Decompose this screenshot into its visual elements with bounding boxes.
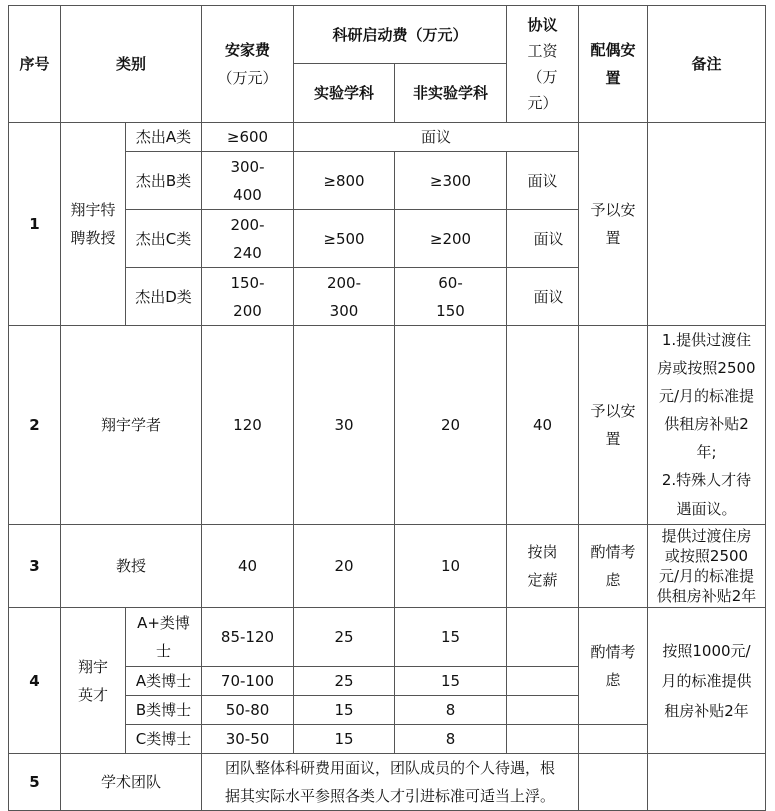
row4c-settle: 30-50 xyxy=(202,725,294,754)
header-seq: 序号 xyxy=(9,6,61,123)
row4-group xyxy=(61,608,126,754)
row1-group-l2: 聘教授 xyxy=(70,229,116,247)
row3-salary xyxy=(507,525,579,608)
table-row xyxy=(9,754,766,811)
row3-spouse-l1: 酌情考 xyxy=(590,543,636,561)
header-spouse-l1: 配偶安 xyxy=(590,41,636,59)
row3-note-line: 或按照2500 xyxy=(664,547,749,565)
row4b-name: B类博士 xyxy=(126,696,202,725)
row1-spouse-l1: 予以安 xyxy=(590,201,636,219)
row4-group-l2: 英才 xyxy=(77,685,108,704)
row4-group-l1: 翔宇 xyxy=(77,657,108,676)
row4a-exp: 25 xyxy=(294,667,395,696)
row1d-settle-l1: 150- xyxy=(230,273,265,292)
row2-remarks xyxy=(648,326,766,525)
row5-seq: 5 xyxy=(9,754,61,811)
row4-note-line: 月的标准提供 xyxy=(661,671,752,690)
row1b-nonexp: ≥300 xyxy=(395,152,507,210)
row3-remarks xyxy=(648,525,766,608)
row3-note-line: 供租房补贴2年 xyxy=(656,587,757,605)
row2-exp: 30 xyxy=(294,326,395,525)
header-salary-l1: 协议 xyxy=(527,16,558,34)
row4a-name: A类博士 xyxy=(126,667,202,696)
row5-description-l1: 团队整体科研费用面议，团队成员的个人待遇，根 xyxy=(224,759,555,777)
row3-settle: 40 xyxy=(202,525,294,608)
row1-group-l1: 翔宇特 xyxy=(70,201,116,219)
row1d-settle xyxy=(202,268,294,326)
row3-name: 教授 xyxy=(61,525,202,608)
row2-note-line: 2.特殊人才待 xyxy=(661,471,752,489)
talent-policy-table xyxy=(8,5,766,811)
row4-note-line: 按照1000元/ xyxy=(662,641,751,660)
header-salary xyxy=(507,6,579,123)
row2-seq: 2 xyxy=(9,326,61,525)
row4c-salary xyxy=(507,725,579,754)
row2-note-line: 年; xyxy=(696,443,717,461)
header-research-fee: 科研启动费（万元） xyxy=(294,6,507,64)
row1b-settle-l1: 300- xyxy=(230,157,265,176)
row1b-settle xyxy=(202,152,294,210)
row1-spouse-l2: 置 xyxy=(605,229,621,247)
row4a-nonexp: 15 xyxy=(395,667,507,696)
row1-group xyxy=(61,123,126,326)
row4-note-line: 租房补贴2年 xyxy=(664,701,749,720)
row4b-exp: 15 xyxy=(294,696,395,725)
row3-salary-l1: 按岗 xyxy=(527,543,558,561)
row1b-name: 杰出B类 xyxy=(126,152,202,210)
header-category: 类别 xyxy=(61,6,202,123)
row1d-salary: 面议 xyxy=(507,268,579,326)
row4-remarks xyxy=(648,608,766,754)
row1d-nonexp-l1: 60- xyxy=(438,273,463,292)
header-salary-l3: （万 xyxy=(527,68,558,86)
row3-nonexp: 10 xyxy=(395,525,507,608)
header-spouse-l2: 置 xyxy=(605,69,621,87)
row2-spouse-l1: 予以安 xyxy=(590,402,636,420)
row2-note-line: 供租房补贴2 xyxy=(664,415,749,433)
row2-note-line: 房或按照2500 xyxy=(657,359,756,377)
table-row xyxy=(9,326,766,525)
row1b-exp: ≥800 xyxy=(294,152,395,210)
row2-spouse xyxy=(579,326,648,525)
row4c-nonexp: 8 xyxy=(395,725,507,754)
row4a-salary xyxy=(507,667,579,696)
header-remarks: 备注 xyxy=(648,6,766,123)
row3-salary-l2: 定薪 xyxy=(527,571,558,589)
table-row xyxy=(9,525,766,608)
row1-spouse xyxy=(579,123,648,326)
row4a-plus-salary xyxy=(507,608,579,667)
header-salary-l2: 工资 xyxy=(527,42,558,60)
row1d-exp-l2: 300 xyxy=(329,301,359,320)
header-salary-l4: 元） xyxy=(527,94,558,112)
row2-note-line: 遇面议。 xyxy=(676,500,737,518)
row1d-name: 杰出D类 xyxy=(126,268,202,326)
row4a-plus-nonexp: 15 xyxy=(395,608,507,667)
row1c-settle-l1: 200- xyxy=(230,215,265,234)
row4a-plus-name-l2: 士 xyxy=(155,642,171,660)
row4-spouse xyxy=(579,608,648,725)
row5-remarks xyxy=(648,754,766,811)
header-settle-fee-title: 安家费 xyxy=(224,41,270,59)
row1-seq: 1 xyxy=(9,123,61,326)
row1d-nonexp-l2: 150 xyxy=(436,301,465,320)
row3-spouse xyxy=(579,525,648,608)
row4c-spouse xyxy=(579,725,648,754)
header-spouse xyxy=(579,6,648,123)
row4a-plus-name-l1: A+类博 xyxy=(137,614,190,632)
row4b-salary xyxy=(507,696,579,725)
row2-note-line: 1.提供过渡住 xyxy=(661,331,752,349)
header-settle-fee xyxy=(202,6,294,123)
row4b-nonexp: 8 xyxy=(395,696,507,725)
row4-spouse-l1: 酌情考 xyxy=(590,643,636,661)
row4-spouse-l2: 虑 xyxy=(605,671,621,689)
row2-nonexp: 20 xyxy=(395,326,507,525)
row4a-plus-name xyxy=(126,608,202,667)
row4c-exp: 15 xyxy=(294,725,395,754)
row2-salary: 40 xyxy=(507,326,579,525)
row2-spouse-l2: 置 xyxy=(605,430,621,448)
row1c-settle xyxy=(202,210,294,268)
table-row xyxy=(9,123,766,152)
row4a-plus-exp: 25 xyxy=(294,608,395,667)
row1b-salary: 面议 xyxy=(507,152,579,210)
row1a-research-merged: 面议 xyxy=(294,123,579,152)
row5-description-l2: 据其实际水平参照各类人才引进标准可适当上浮。 xyxy=(224,787,555,805)
header-research-exp: 实验学科 xyxy=(294,64,395,123)
row1-remarks xyxy=(648,123,766,326)
header-settle-fee-unit: （万元） xyxy=(217,69,278,87)
row2-note-line: 元/月的标准提 xyxy=(658,387,755,405)
row5-name: 学术团队 xyxy=(61,754,202,811)
row3-exp: 20 xyxy=(294,525,395,608)
row1c-salary: 面议 xyxy=(507,210,579,268)
table-row xyxy=(9,608,766,667)
row5-spouse xyxy=(579,754,648,811)
row1d-exp-l1: 200- xyxy=(326,273,362,292)
row3-seq: 3 xyxy=(9,525,61,608)
row1d-nonexp xyxy=(395,268,507,326)
row1b-settle-l2: 400 xyxy=(233,185,262,204)
row4c-name: C类博士 xyxy=(126,725,202,754)
row1c-name: 杰出C类 xyxy=(126,210,202,268)
row5-description xyxy=(202,754,579,811)
header-research-nonexp: 非实验学科 xyxy=(395,64,507,123)
row3-note-line: 提供过渡住房 xyxy=(661,527,752,545)
row2-name: 翔宇学者 xyxy=(61,326,202,525)
row4-seq: 4 xyxy=(9,608,61,754)
row1c-exp: ≥500 xyxy=(294,210,395,268)
row4a-plus-settle: 85-120 xyxy=(202,608,294,667)
row1a-name: 杰出A类 xyxy=(126,123,202,152)
row1c-settle-l2: 240 xyxy=(233,243,262,262)
row4a-settle: 70-100 xyxy=(202,667,294,696)
row1d-settle-l2: 200 xyxy=(233,301,262,320)
row1d-exp xyxy=(294,268,395,326)
row1a-settle: ≥600 xyxy=(202,123,294,152)
row3-spouse-l2: 虑 xyxy=(605,571,621,589)
row4b-settle: 50-80 xyxy=(202,696,294,725)
row1c-nonexp: ≥200 xyxy=(395,210,507,268)
row3-note-line: 元/月的标准提 xyxy=(658,567,755,585)
row2-settle: 120 xyxy=(202,326,294,525)
